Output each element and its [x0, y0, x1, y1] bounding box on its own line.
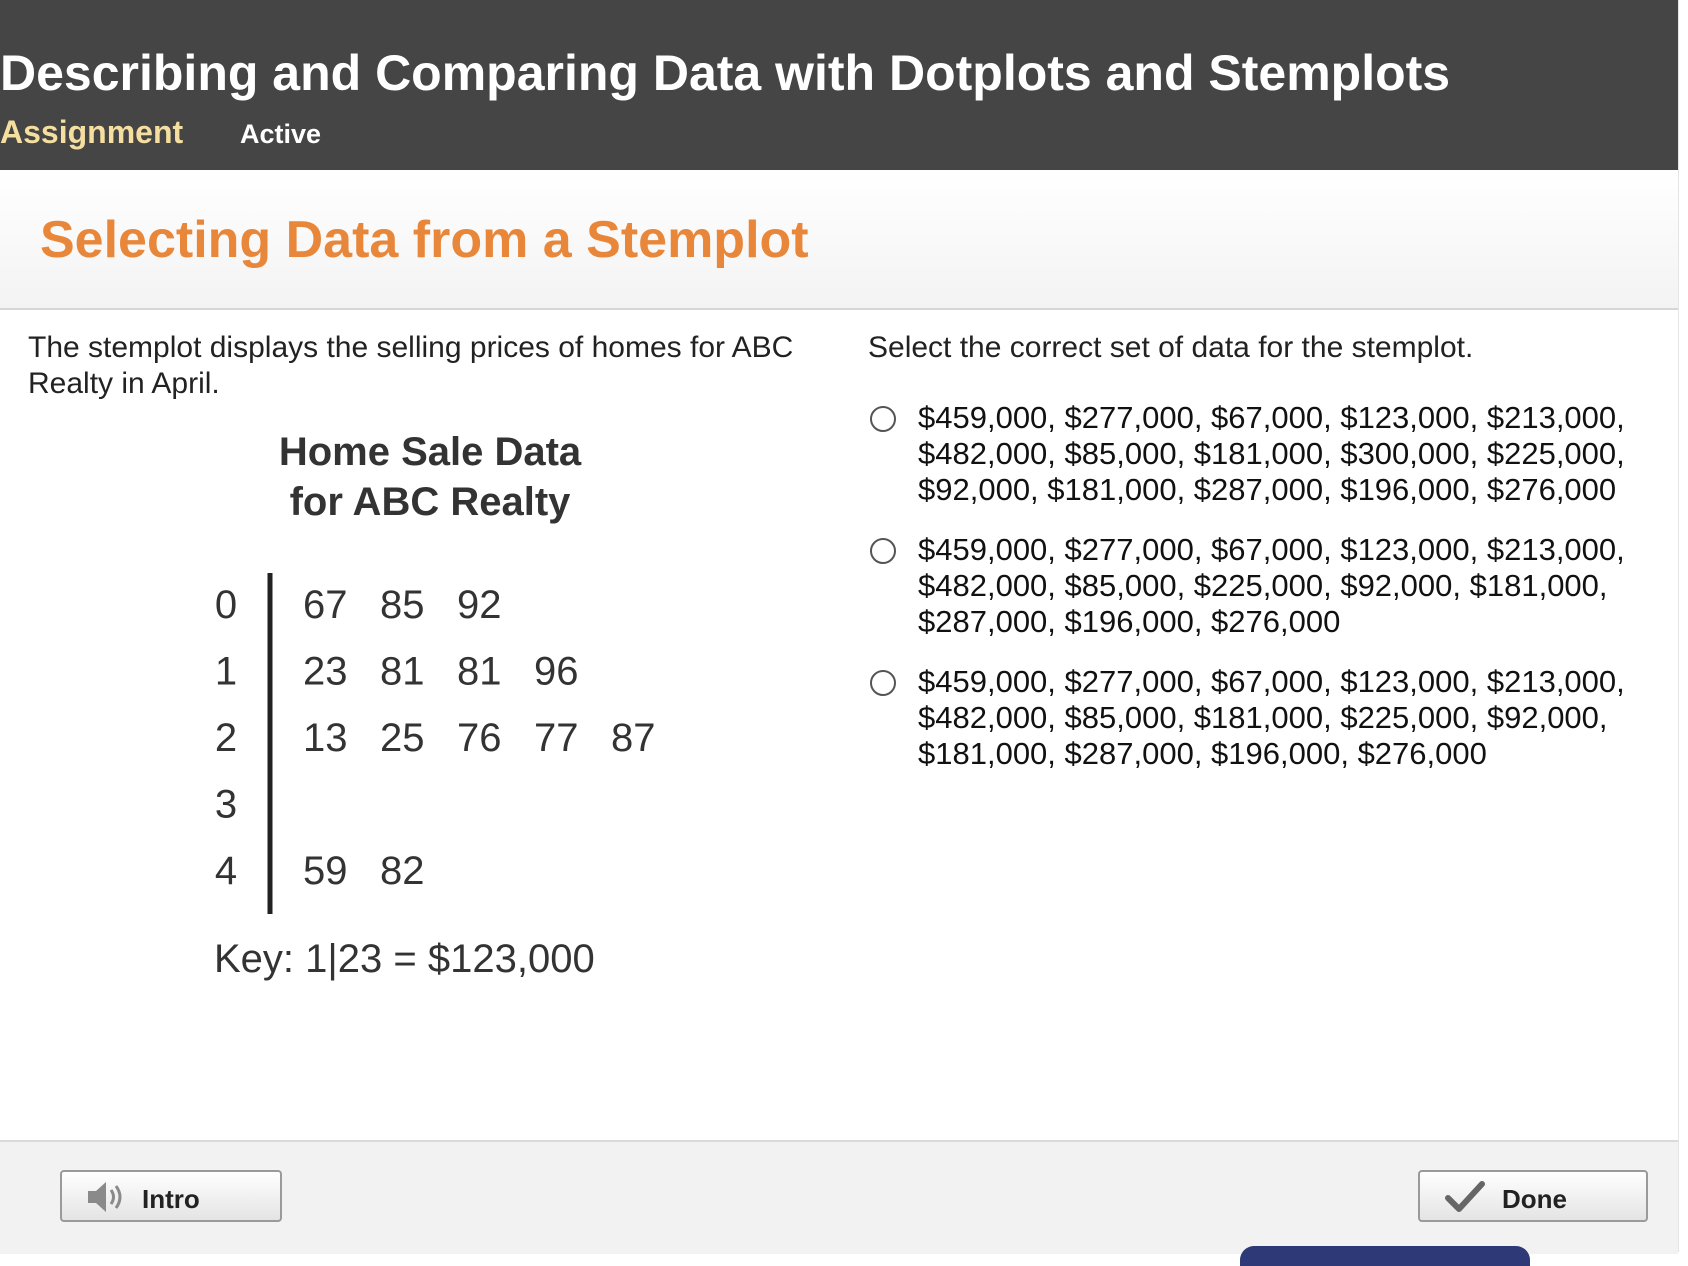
- stemplot-chart: [0, 420, 860, 1020]
- assignment-label: Assignment: [0, 114, 184, 150]
- intro-button-label: Intro: [142, 1184, 200, 1214]
- leaf-4-2: 82: [380, 849, 425, 893]
- stemplot-description: The stemplot displays the selling prices of homes for ABC Realty in April.: [28, 331, 794, 400]
- leaf-1-3: 81: [457, 649, 502, 694]
- radio-option-1[interactable]: [870, 406, 896, 432]
- leaf-1-1: 23: [303, 649, 348, 694]
- stemplot-key: Key: 1|23 = $123,000: [214, 937, 595, 981]
- stemplot-title-line-1: Home Sale Data: [278, 430, 582, 474]
- leaf-2-1: 13: [303, 716, 348, 760]
- top-header-bar: [0, 0, 1678, 170]
- course-title: Describing and Comparing Data with Dotplots and Stemplots: [0, 45, 1451, 101]
- lesson-title: Selecting Data from a Stemplot: [40, 211, 809, 269]
- leaf-0-3: 92: [457, 583, 502, 627]
- lesson-header: [0, 170, 1678, 310]
- stem-2: 2: [214, 716, 238, 760]
- status-label: Active: [240, 119, 322, 149]
- leaf-4-1: 59: [303, 849, 348, 893]
- leaf-2-3: 76: [457, 716, 502, 760]
- leaf-2-5: 87: [611, 716, 656, 760]
- leaf-1-4: 96: [534, 649, 579, 694]
- radio-option-3[interactable]: [870, 670, 896, 696]
- option-2-text[interactable]: $459,000, $277,000, $67,000, $123,000, $213,000, $482,000, $85,000, $225,000, $92,000, $181,000, $287,000, $196,000, $276,000: [918, 532, 1625, 639]
- leaf-2-2: 25: [380, 716, 425, 760]
- done-button[interactable]: [1418, 1170, 1648, 1222]
- leaf-0-2: 85: [380, 583, 425, 627]
- footer-bar: [0, 1140, 1678, 1254]
- leaf-2-4: 77: [534, 716, 579, 760]
- stemplot-title-line-2: for ABC Realty: [289, 480, 571, 524]
- intro-button[interactable]: [60, 1170, 282, 1222]
- stem-0: 0: [214, 583, 238, 627]
- stemplot-svg: [0, 420, 860, 1020]
- right-gutter: [1678, 0, 1688, 1252]
- question-prompt: Select the correct set of data for the stemplot.: [868, 331, 1474, 364]
- option-1-text[interactable]: $459,000, $277,000, $67,000, $123,000, $213,000, $482,000, $85,000, $181,000, $300,000, $225,000, $92,000, $181,000, $287,000, $196,000, $276,000: [918, 400, 1625, 507]
- done-button-label: Done: [1502, 1184, 1567, 1214]
- leaf-0-1: 67: [303, 583, 348, 627]
- radio-option-2[interactable]: [870, 538, 896, 564]
- stem-1: 1: [214, 649, 238, 694]
- bottom-tab[interactable]: [1240, 1246, 1530, 1266]
- option-3-text[interactable]: $459,000, $277,000, $67,000, $123,000, $213,000, $482,000, $85,000, $181,000, $225,000, $92,000, $181,000, $287,000, $196,000, $276,000: [918, 664, 1625, 771]
- speaker-icon: [84, 1178, 128, 1221]
- stem-3: 3: [214, 782, 238, 827]
- leaf-1-2: 81: [380, 649, 425, 694]
- checkmark-icon: [1444, 1178, 1486, 1221]
- stem-4: 4: [214, 849, 238, 893]
